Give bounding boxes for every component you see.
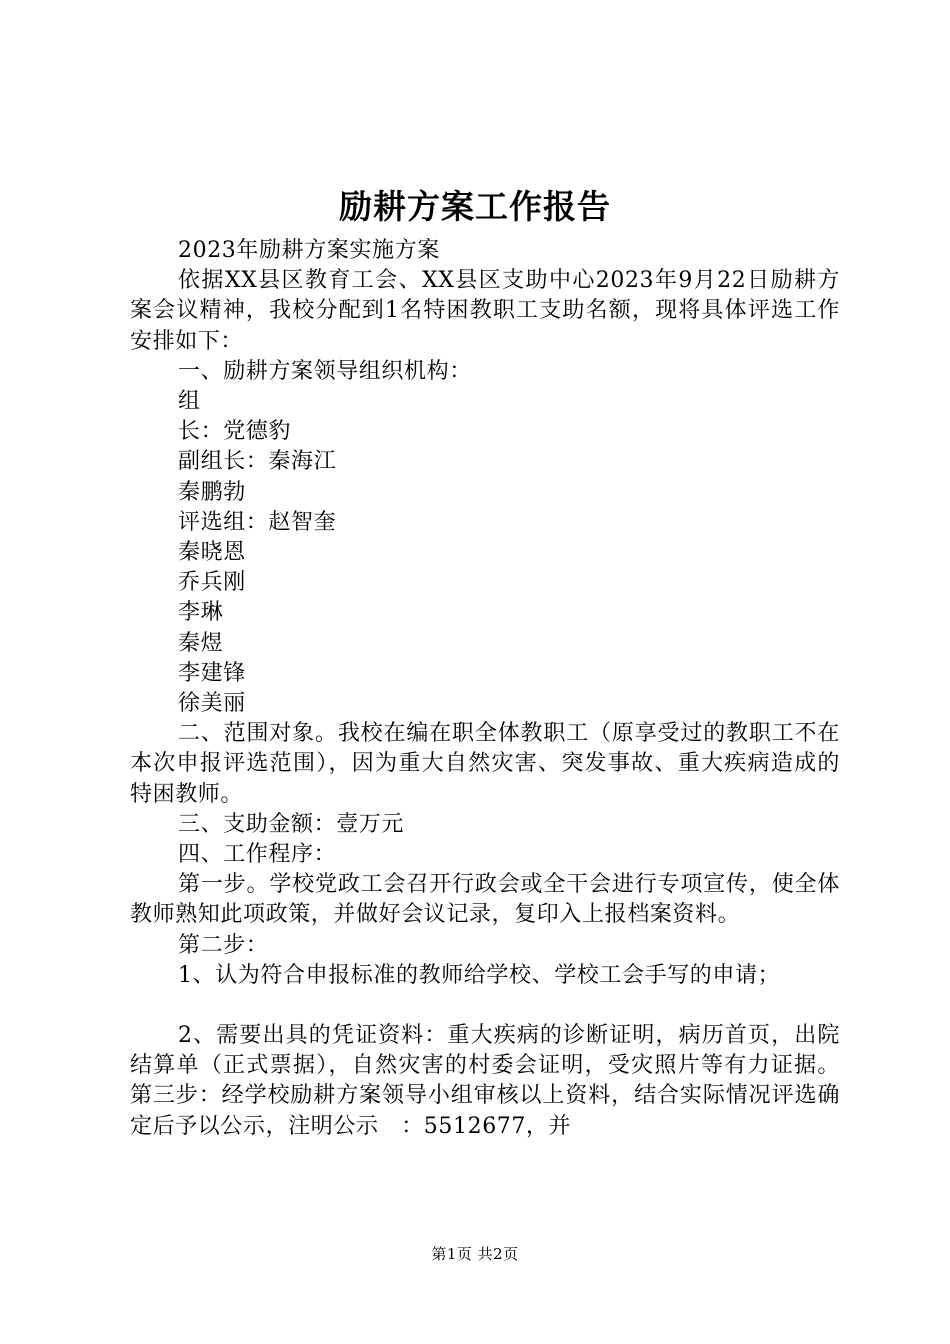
list-item: 组 bbox=[178, 389, 201, 415]
section-heading-organization: 一、励耕方案领导组织机构： bbox=[178, 358, 472, 384]
list-item: 李琳 bbox=[178, 600, 224, 626]
list-item: 秦鹏勃 bbox=[178, 479, 246, 505]
paragraph-basis: 依据XX县区教育工会、XX县区支助中心2023年9月22日励耕方案会议精神，我校分配到1名特困教职工支助名额，现将具体评选工作安排如下： bbox=[130, 268, 840, 354]
section-heading-procedure: 四、工作程序： bbox=[178, 842, 337, 868]
list-item: 长：党德豹 bbox=[178, 419, 292, 445]
list-item: 副组长：秦海江 bbox=[178, 449, 337, 475]
paragraph-step-two: 第二步： bbox=[178, 932, 269, 958]
page-footer: 第1页 共2页 bbox=[431, 1245, 519, 1263]
list-item: 秦煜 bbox=[178, 630, 224, 656]
paragraph-application: 1、认为符合申报标准的教师给学校、学校工会手写的申请； bbox=[178, 962, 781, 988]
section-amount: 三、支助金额：壹万元 bbox=[178, 811, 405, 837]
paragraph-evidence: 2、需要出具的凭证资料：重大疾病的诊断证明，病历首页，出院结算单（正式票据），自然灾害的村委会证明，受灾照片等有力证据。第三步：经学校励耕方案领导小组审核以上资料，结合实际情况评选确定后予以公示，注明公示 ：5512677，并 bbox=[130, 1023, 840, 1139]
list-item: 评选组：赵智奎 bbox=[178, 509, 337, 535]
document-title: 励耕方案工作报告 bbox=[339, 187, 611, 226]
list-item: 徐美丽 bbox=[178, 691, 246, 717]
list-item: 秦晓恩 bbox=[178, 540, 246, 566]
list-item: 李建锋 bbox=[178, 660, 246, 686]
section-scope: 二、范围对象。我校在编在职全体教职工（原享受过的教职工不在本次申报评选范围），因为重大自然灾害、突发事故、重大疾病造成的特困教师。 bbox=[130, 721, 840, 807]
paragraph-step-one: 第一步。学校党政工会召开行政会或全干会进行专项宣传，使全体教师熟知此项政策，并做好会议记录，复印入上报档案资料。 bbox=[130, 872, 840, 928]
list-item: 乔兵刚 bbox=[178, 570, 246, 596]
document-body bbox=[130, 236, 840, 1142]
paragraph-plan-heading: 2023年励耕方案实施方案 bbox=[178, 238, 440, 263]
